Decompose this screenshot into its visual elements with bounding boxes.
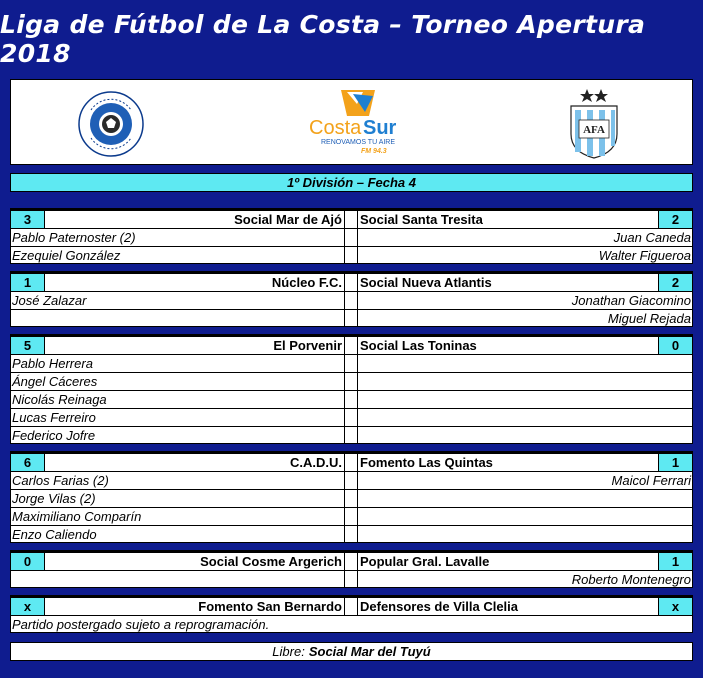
svg-text:FM 94.3: FM 94.3	[361, 148, 387, 155]
away-scorer	[358, 526, 692, 542]
division-round-header: 1º División – Fecha 4	[10, 173, 693, 192]
match-header-row	[11, 271, 692, 291]
divider	[344, 310, 358, 326]
scorer-row	[11, 228, 692, 246]
away-scorer: Roberto Montenegro	[571, 571, 691, 587]
home-score: 3	[11, 211, 45, 228]
divider	[344, 508, 358, 525]
divider	[344, 409, 358, 426]
divider	[344, 472, 358, 489]
liga-seal-icon	[77, 90, 145, 158]
home-scorer: Lucas Ferreiro	[12, 410, 96, 425]
scorer-row	[11, 489, 692, 507]
svg-text:AFA: AFA	[583, 124, 605, 136]
home-scorer: Pablo Herrera	[12, 356, 93, 371]
divider	[344, 211, 358, 228]
away-team: Social Nueva Atlantis	[360, 275, 492, 290]
home-scorer: Ángel Cáceres	[12, 374, 98, 389]
scorer-row	[11, 426, 692, 444]
match-header-row	[11, 595, 692, 615]
away-scorer	[358, 391, 692, 408]
away-scorer: Walter Figueroa	[598, 247, 691, 263]
away-score: 0	[658, 337, 692, 354]
away-score: 2	[658, 211, 692, 228]
home-scorer: Ezequiel González	[12, 247, 121, 263]
away-scorer	[358, 373, 692, 390]
home-scorer: Jorge Vilas (2)	[12, 491, 96, 506]
scorer-row	[11, 390, 692, 408]
match-block	[10, 334, 693, 444]
home-scorer: Nicolás Reinaga	[12, 392, 107, 407]
home-score: x	[11, 598, 45, 615]
divider	[344, 229, 358, 246]
home-score: 0	[11, 553, 45, 570]
scorer-row	[11, 246, 692, 264]
home-scorer: Pablo Paternoster (2)	[12, 230, 136, 245]
svg-text:RENOVAMOS TU AIRE: RENOVAMOS TU AIRE	[321, 139, 396, 146]
bye-team: Social Mar del Tuyú	[308, 644, 431, 659]
match-block	[10, 595, 693, 633]
home-team: Núcleo F.C.	[271, 275, 342, 290]
match-block	[10, 208, 693, 264]
divider	[344, 391, 358, 408]
scorer-row	[11, 525, 692, 543]
divider	[344, 373, 358, 390]
match-block	[10, 271, 693, 327]
away-scorer	[358, 409, 692, 426]
divider	[344, 571, 358, 587]
divider	[344, 490, 358, 507]
home-team: El Porvenir	[273, 338, 342, 353]
scorer-row	[11, 309, 692, 327]
scorer-row	[11, 291, 692, 309]
home-team: Social Cosme Argerich	[200, 554, 342, 569]
divider	[344, 526, 358, 542]
away-score: x	[658, 598, 692, 615]
away-team: Social Santa Tresita	[360, 212, 483, 227]
away-score: 2	[658, 274, 692, 291]
away-score: 1	[658, 454, 692, 471]
scorer-row	[11, 354, 692, 372]
home-score: 6	[11, 454, 45, 471]
match-block	[10, 550, 693, 588]
scorer-row	[11, 570, 692, 588]
scorer-row	[11, 507, 692, 525]
away-scorer: Miguel Rejada	[607, 310, 691, 326]
match-block	[10, 451, 693, 543]
home-scorer: Maximiliano Comparín	[12, 509, 142, 524]
away-scorer	[358, 355, 692, 372]
divider	[344, 337, 358, 354]
divider	[344, 427, 358, 443]
home-score: 1	[11, 274, 45, 291]
scorer-row	[11, 408, 692, 426]
svg-text:Costa: Costa	[309, 117, 362, 139]
home-scorer	[11, 310, 344, 326]
match-header-row	[11, 334, 692, 354]
page-title: Liga de Fútbol de La Costa – Torneo Apertura 2018	[0, 10, 646, 68]
divider	[344, 355, 358, 372]
note-row	[11, 615, 692, 633]
bye-label: Libre:	[272, 644, 305, 659]
away-scorer: Juan Caneda	[613, 230, 691, 245]
home-team: Social Mar de Ajó	[234, 212, 342, 227]
away-team: Defensores de Villa Clelia	[360, 599, 518, 614]
home-score: 5	[11, 337, 45, 354]
divider	[344, 598, 358, 615]
home-team: Fomento San Bernardo	[198, 599, 342, 614]
away-scorer	[358, 508, 692, 525]
away-score: 1	[658, 553, 692, 570]
away-team: Popular Gral. Lavalle	[360, 554, 490, 569]
home-scorer: José Zalazar	[12, 293, 87, 308]
match-header-row	[11, 208, 692, 228]
away-scorer: Maicol Ferrari	[611, 473, 691, 488]
divider	[344, 274, 358, 291]
match-note: Partido postergado sujeto a reprogramación.	[12, 616, 270, 632]
costasur-logo-icon	[303, 86, 415, 162]
away-scorer: Jonathan Giacomino	[571, 293, 691, 308]
scorer-row	[11, 372, 692, 390]
match-header-row	[11, 550, 692, 570]
home-scorer: Carlos Farias (2)	[12, 473, 109, 488]
divider	[344, 247, 358, 263]
svg-text:Sur: Sur	[363, 117, 397, 139]
scorer-row	[11, 471, 692, 489]
home-scorer: Federico Jofre	[12, 427, 96, 443]
home-scorer: Enzo Caliendo	[12, 526, 97, 542]
home-scorer	[11, 571, 344, 587]
match-header-row	[11, 451, 692, 471]
afa-crest-icon	[565, 86, 623, 160]
home-team: C.A.D.U.	[290, 455, 342, 470]
away-team: Fomento Las Quintas	[360, 455, 493, 470]
logos-strip	[10, 79, 693, 165]
divider	[344, 454, 358, 471]
divider	[344, 553, 358, 570]
bye-team-row	[10, 642, 693, 661]
away-team: Social Las Toninas	[360, 338, 477, 353]
away-scorer	[358, 427, 692, 443]
divider	[344, 292, 358, 309]
away-scorer	[358, 490, 692, 507]
